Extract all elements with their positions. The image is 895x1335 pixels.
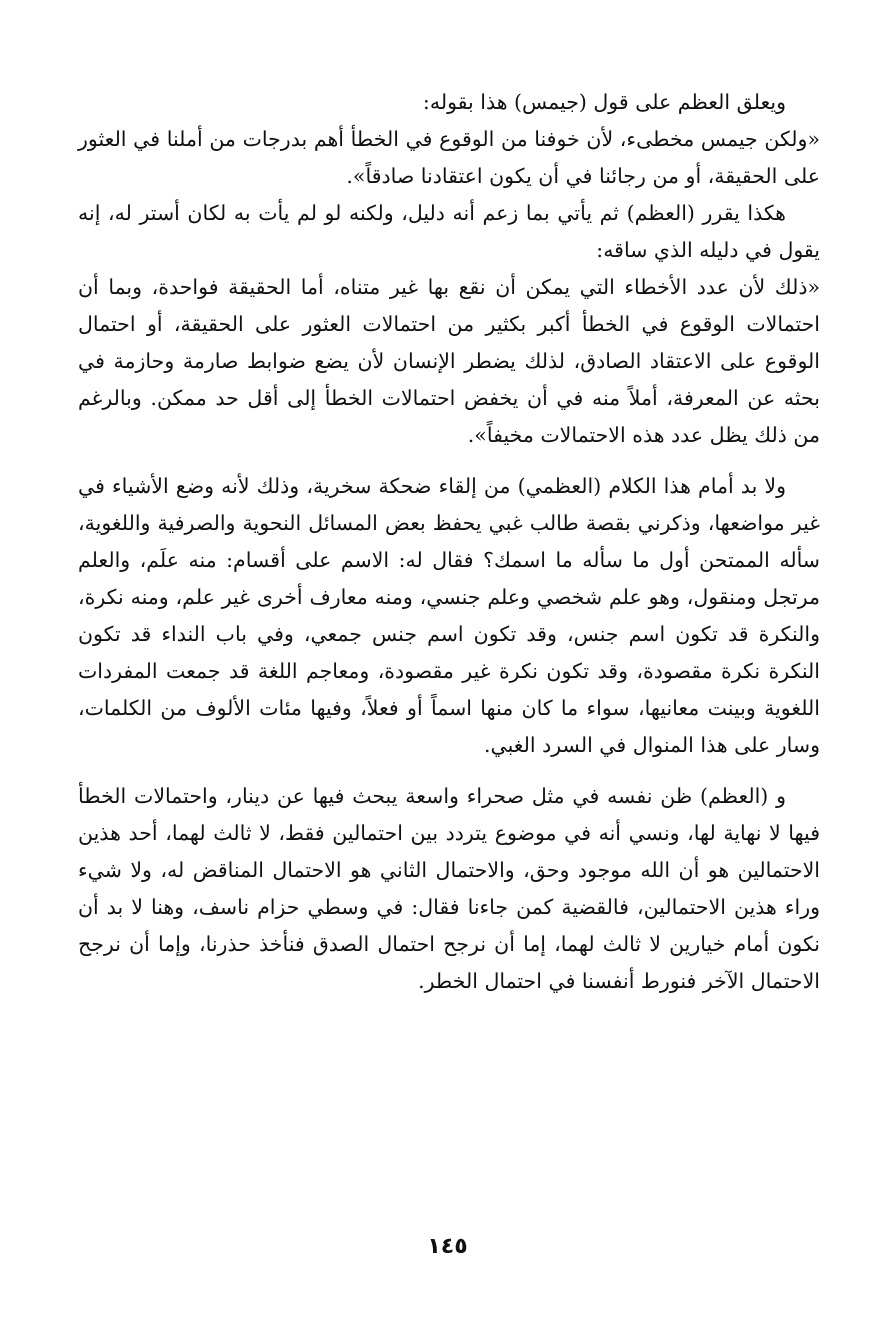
- james-quote: «ولكن جيمس مخطىء، لأن خوفنا من الوقوع في الخطأ أهم بدرجات من أملنا في العثور على الحقيقة، أو من رجائنا في أن يكون اعتقادنا صادقاً».: [78, 127, 820, 188]
- intro-paragraph: ويعلق العظم على قول (جيمس) هذا بقوله:: [422, 90, 786, 114]
- argument-quote: «ذلك لأن عدد الأخطاء التي يمكن أن نقع بها غير متناه، أما الحقيقة فواحدة، وبما أن احتمالات الوقوع في الخطأ أكبر بكثير من احتمالات العثور على الحقيقة، أو احتمال الوقوع على الاعتقاد الصادق، لذلك يضطر الإنسان لأن يضع ضوابط صارمة وحازمة في بحثه عن المعرفة، أملاً منه في أن يخفض احتمالات الخطأ إلى أقل حد ممكن. وبالرغم من ذلك يظل عدد هذه الاحتمالات مخيفاً».: [78, 275, 820, 447]
- page-number: ١٤٥: [427, 1234, 468, 1259]
- conclusion-paragraph: و (العظم) ظن نفسه في مثل صحراء واسعة يبحث فيها عن دينار، واحتمالات الخطأ فيها لا نهاية لها، ونسي أنه في موضوع يتردد بين احتمالين فقط، لا ثالث لهما، أحد هذين الاحتمالين هو أن الله موجود وحق، والاحتمال الثاني هو الاحتمال المناقض له، ولا شيء وراء هذين الاحتمالين، فالقضية كمن جاءنا فقال: في وسطي حزام ناسف، وهنا لا بد أن نكون أمام خيارين لا ثالث لهما، إما أن نرجح احتمال الصدق فنأخذ حذرنا، وإما أن نرجح الاحتمال الآخر فنورط أنفسنا في احتمال الخطر.: [78, 784, 820, 993]
- argument-intro-paragraph: هكذا يقرر (العظم) ثم يأتي بما زعم أنه دليل، ولكنه لو لم يأت به لكان أستر له، إنه يقول في دليله الذي ساقه:: [78, 201, 820, 262]
- response-paragraph: ولا بد أمام هذا الكلام (العظمي) من إلقاء ضحكة سخرية، وذلك لأنه وضع الأشياء في غير مواضعها، وذكرني بقصة طالب غبي يحفظ بعض المسائل النحوية والصرفية واللغوية، سأله الممتحن أول ما سأله ما اسمك؟ فقال له: الاسم على أقسام: منه علَم، والعلم مرتجل ومنقول، وهو علم شخصي وعلم جنسي، ومنه معارف أخرى غير علم، ومنه نكرة، والنكرة قد تكون اسم جنس، وقد تكون اسم جنس جمعي، وفي باب النداء قد تكون النكرة نكرة مقصودة، وقد تكون نكرة غير مقصودة، ومعاجم اللغة قد جمعت المفردات اللغوية وبينت معانيها، سواء ما كان منها اسماً أو فعلاً، وفيها مئات الألوف من الكلمات، وسار على هذا المنوال في السرد الغبي.: [78, 474, 820, 757]
- page-body: [78, 84, 820, 1000]
